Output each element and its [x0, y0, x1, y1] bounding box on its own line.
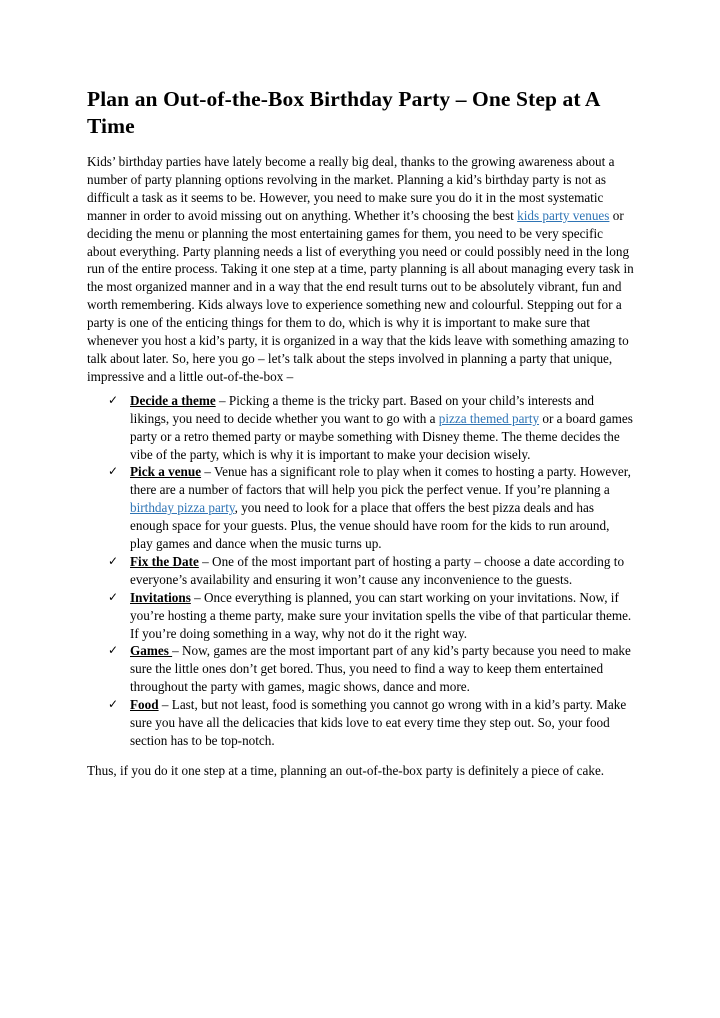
- step-text: – Now, games are the most important part of any kid’s party because you need to make sure the little ones don’t get bored. Thus, you need to find a way to keep them entertained throughout the party with games, magic shows, dance and more.: [130, 643, 631, 695]
- list-item-decide-theme: [108, 392, 635, 464]
- checkmark-icon: ✓: [108, 589, 119, 604]
- checkmark-icon: ✓: [108, 553, 119, 568]
- birthday-pizza-party-link[interactable]: birthday pizza party: [130, 500, 235, 516]
- step-title: Decide a theme: [130, 392, 216, 408]
- step-text-after: or a board games party or a retro themed party or maybe something with Disney theme. The theme decides the vibe of the party, which is why it is important to make your decision wisely.: [130, 410, 633, 462]
- step-text: – Picking a theme is the tricky part. Based on your child’s interests and likings, you need to decide whether you want to go with a: [130, 392, 595, 426]
- kids-party-venues-link[interactable]: kids party venues: [517, 207, 610, 223]
- list-item-invitations: [108, 589, 635, 643]
- checkmark-icon: ✓: [108, 464, 119, 479]
- step-text: – Venue has a significant role to play when it comes to hosting a party. However, there are a number of factors that will help you pick the perfect venue. If you’re planning a: [130, 464, 631, 498]
- step-title: Fix the Date: [130, 553, 199, 569]
- document-title: Plan an Out-of-the-Box Birthday Party – One Step at A Time: [87, 87, 600, 138]
- checkmark-icon: ✓: [108, 392, 119, 407]
- step-title: Games: [130, 643, 173, 659]
- step-text: – One of the most important part of hosting a party – choose a date according to everyone’s availability and ensuring it won’t cause any inconvenience to the guests.: [130, 553, 625, 587]
- step-title: Invitations: [130, 589, 191, 605]
- intro-text-1: Kids’ birthday parties have lately become a really big deal, thanks to the growing awareness about a number of party planning options revolving in the market. Planning a kid’s birthday party is not as difficult a task as it seems to be. However, you need to make sure you do it in the most systematic manner in order to avoid missing out on anything. Whether it’s choosing the best: [87, 154, 615, 223]
- checkmark-icon: ✓: [108, 697, 119, 712]
- conclusion-paragraph: Thus, if you do it one step at a time, planning an out-of-the-box party is definitely a piece of cake.: [87, 762, 605, 778]
- list-item-fix-date: [108, 553, 635, 589]
- document-page: [87, 86, 635, 780]
- checkmark-icon: ✓: [108, 643, 119, 658]
- list-item-games: [108, 642, 635, 696]
- pizza-themed-party-link[interactable]: pizza themed party: [438, 410, 540, 426]
- step-text-after: , you need to look for a place that offers the best pizza deals and has enough space for your guests. Plus, the venue should have room for the kids to run around, play games and dance when the music turns up.: [130, 500, 610, 552]
- steps-list: [87, 392, 635, 750]
- intro-paragraph: [87, 153, 635, 386]
- step-text: – Last, but not least, food is something you cannot go wrong with in a kid’s party. Make sure you have all the delicacies that kids love to eat every time they step out. So, your food section has to be top-notch.: [130, 697, 627, 748]
- step-title: Pick a venue: [130, 464, 202, 480]
- list-item-food: [108, 696, 635, 750]
- step-text: – Once everything is planned, you can start working on your invitations. Now, if you’re hosting a theme party, make sure your invitation spells the vibe of that particular theme. If you’re doing something in a way, why not do it the right way.: [130, 589, 632, 641]
- step-title: Food: [130, 697, 159, 713]
- intro-text-2: or deciding the menu or planning the most entertaining games for them, you need to be very specific about everything. Party planning needs a list of everything you need or could possibly need in the long run of the entire process. Taking it one step at a time, party planning is all about managing every task in the most organized manner and in a way that the end result turns out to be absolutely vibrant, fun and worth remembering. Kids always love to experience something new and colourful. Stepping out for a party is one of the enticing things for them to do, which is why it is important to make sure that whenever you host a kid’s party, it is organized in a way that the kids leave with something amazing to talk about later. So, here you go – let’s talk about the steps involved in planning a party that unique, impressive and a little out-of-the-box –: [87, 207, 634, 384]
- list-item-pick-venue: [108, 463, 635, 553]
